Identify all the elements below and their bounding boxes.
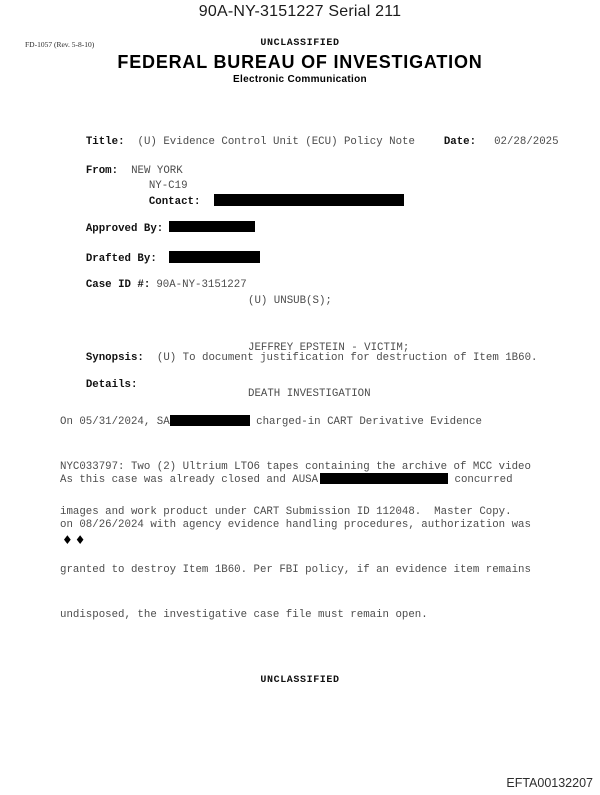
agency-name: FEDERAL BUREAU OF INVESTIGATION — [117, 52, 483, 72]
para1-text-after-redaction: charged-in CART Derivative Evidence — [249, 416, 482, 428]
redaction-bar-ausa-name — [320, 473, 448, 484]
classification-banner-top: UNCLASSIFIED — [260, 38, 340, 49]
redaction-bar-contact — [214, 194, 404, 206]
case-id-row — [60, 263, 247, 308]
case-id-value: 90A-NY-3151227 — [156, 279, 247, 291]
serial-header: 90A-NY-3151227 Serial 211 — [198, 3, 402, 20]
date-value: 02/28/2025 — [494, 136, 559, 148]
from-office: NEW YORK — [131, 165, 183, 177]
paragraph-line: undisposed, the investigative case file must remain open. — [60, 609, 428, 621]
case-title-line: (U) UNSUB(S); — [248, 295, 332, 307]
redaction-bar-sa-name — [170, 415, 250, 426]
date-label: Date: — [443, 136, 477, 148]
case-title-line: JEFFREY EPSTEIN - VICTIM; — [248, 341, 410, 354]
drafted-by-label: Drafted By: — [85, 253, 157, 265]
details-paragraph-2 — [60, 443, 531, 653]
paragraph-line — [60, 415, 531, 430]
bates-number: EFTA00132207 — [506, 776, 593, 790]
synopsis-label: Synopsis: — [85, 352, 144, 364]
from-squad: NY-C19 — [148, 180, 188, 192]
contact-label: Contact: — [148, 196, 201, 208]
case-title-line: DEATH INVESTIGATION — [248, 388, 371, 400]
para2-text-after-redaction: concurred — [448, 474, 513, 486]
redaction-bar-drafted-by — [169, 251, 260, 263]
title-label: Title: — [85, 136, 125, 148]
date-row — [418, 120, 559, 165]
doc-type-subtitle: Electronic Communication — [233, 74, 367, 85]
paragraph-line: NYC033797: Two (2) Ultrium LTO6 tapes containing the archive of MCC video — [60, 461, 531, 473]
from-label: From: — [85, 165, 119, 177]
approved-by-label: Approved By: — [85, 223, 164, 235]
paragraph-line: images and work product under CART Submission ID 112048. Master Copy. — [60, 506, 512, 518]
para1-text-before-redaction: On 05/31/2024, SA — [60, 416, 170, 428]
case-id-label: Case ID #: — [85, 279, 151, 291]
classification-banner-bottom: UNCLASSIFIED — [260, 675, 340, 686]
para2-text-before-redaction: As this case was already closed and AUSA — [60, 474, 319, 486]
form-number: FD-1057 (Rev. 5-8-10) — [25, 40, 95, 49]
title-value: (U) Evidence Control Unit (ECU) Policy Note — [137, 136, 415, 148]
redaction-bar-approved-by — [169, 221, 255, 232]
paragraph-line: on 08/26/2024 with agency evidence handling procedures, authorization was — [60, 519, 531, 531]
paragraph-line — [60, 473, 531, 488]
details-label: Details: — [85, 379, 138, 391]
paragraph-line: granted to destroy Item 1B60. Per FBI policy, if an evidence item remains — [60, 564, 531, 576]
end-of-document-marker: ♦♦ — [62, 533, 88, 547]
synopsis-value: (U) To document justification for destruction of Item 1B60. — [156, 352, 538, 364]
